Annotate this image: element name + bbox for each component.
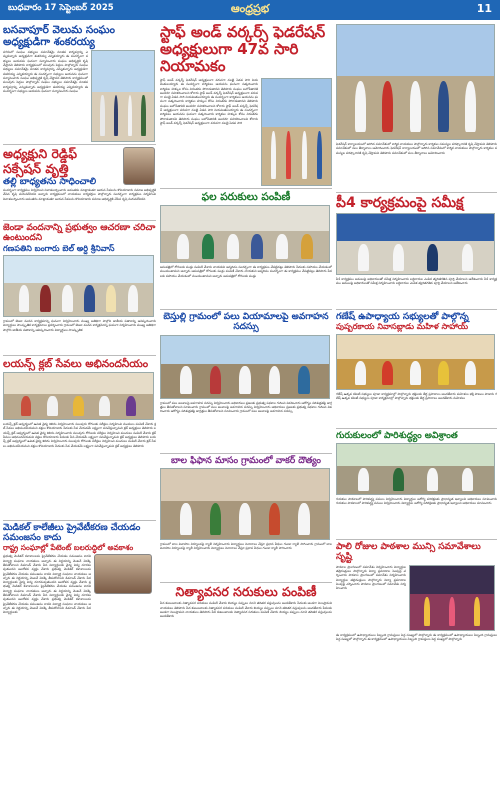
article-subheadline: రాష్ట్ర సంఘాల్లో పేటెంట్ బలరుద్ధిలో అవకాశం xyxy=(3,542,134,552)
article-headline: అధ్యక్షుని రెడ్డిఫ్ సక్సేషన్ వృత్తి xyxy=(3,146,77,176)
person-portrait xyxy=(94,554,152,594)
article-body: గురుకుల పాఠశాలలో పారిశుద్ధ్య పనులు నిర్వహించారు విద్యార్థుల ఆరోగ్య పరిరక్షణకు ప్రాధాన్యత ఇవ్వాలని అధికారులు సూచించారు గురుకుల పాఠశాలలో పారిశుద్ధ్య పనులు నిర్వహించారు విద్యార్థుల ఆరోగ్య పరిరక్షణకు ప్రాధాన్యత ఇవ్వాలని అధికారులు సూచించారు xyxy=(336,496,497,506)
article-body: స్టాఫ్ అండ్ వర్కర్స్ ఫెడరేషన్ అధ్యక్షులుగా వరుసగా నలభై ఏడవ సారి నియమితులయ్యారు ఈ సందర్భంగా కార్మికులు ఆయనను ఘనంగా సత్కరించారు కార్మికుల హక్కుల కోసం నిరంతరం పోరాడుతానని తెలిపారు సంఘం బలోపేతానికి అందరూ సహకరించాలని కోరారు స్టాఫ్ అండ్ వర్కర్స్ ఫెడరేషన్ అధ్యక్షులుగా వరుసగా నలభై ఏడవ సారి నియమితులయ్యారు ఈ సందర్భంగా కార్మికులు ఆయనను ఘనంగా సత్కరించారు కార్మికుల హక్కుల కోసం నిరంతరం పోరాడుతానని తెలిపారు సంఘం బలోపేతానికి అందరూ సహకరించాలని కోరారు స్టాఫ్ అండ్ వర్కర్స్ ఫెడరేషన్ అధ్యక్షులుగా వరుసగా నలభై ఏడవ సారి నియమితులయ్యారు ఈ సందర్భంగా కార్మికులు ఆయనను ఘనంగా సత్కరించారు కార్మికుల హక్కుల కోసం నిరంతరం పోరాడుతానని తెలిపారు సంఘం బలోపేతానికి అందరూ సహకరించాలని కోరారు స్టాఫ్ అండ్ వర్కర్స్ ఫెడరేషన్ అధ్యక్షులుగా వరుసగా నలభై ఏడవ సారి xyxy=(160,78,258,125)
right-column xyxy=(336,24,497,788)
article-subheadline: గణపతిని బంగారు బెల్ అర్ది శ్రీనివాస్ xyxy=(3,243,115,253)
news-photo xyxy=(336,24,495,140)
article-headline: జెండా వందనాన్ని ప్రభుత్వం ఆచరణా చరిచా ఉంటుందని xyxy=(3,223,156,244)
article-body: పీ4 కార్యక్రమం అమలుపై అధికారులతో సమీక్ష నిర్వహించారు లబ్ధిదారుల ఎంపిక త్వరితగతిన పూర్తి చేయాలని ఆదేశించారు పీ4 కార్యక్రమం అమలుపై అధికారులతో సమీక్ష నిర్వహించారు లబ్ధిదారుల ఎంపిక త్వరితగతిన పూర్తి చేయాలని ఆదేశించారు xyxy=(336,277,497,286)
news-photo xyxy=(3,255,154,317)
news-photo xyxy=(91,50,155,142)
article-headline: ఫల పరుకులు పంపిణీ xyxy=(201,191,291,203)
article-subheadline: పుష్పరకాయ నివాసబ్లాడు మహిళ సాహాయ్ xyxy=(336,322,469,332)
middle-column xyxy=(160,24,332,788)
page-header-bar xyxy=(0,0,500,20)
article-body: ఆసుపత్రిలో రోగులకు పండ్లు పంపిణీ చేశారు నాయకుని జన్మదినం సందర్భంగా ఈ కార్యక్రమం చేపట్టినట్లు తెలిపారు పేదలకు సహాయం చేయడంలో ముందుంటామని అన్నారు ఆసుపత్రిలో రోగులకు పండ్లు పంపిణీ చేశారు నాయకుని జన్మదినం సందర్భంగా ఈ కార్యక్రమం చేపట్టినట్లు తెలిపారు పేదలకు సహాయం చేయడంలో ముందుంటామని అన్నారు ఆసుపత్రిలో రోగులకు పండ్లు xyxy=(160,265,332,278)
article-subheadline: తల్లి బాధ్యతను సాధించాలి xyxy=(3,176,97,187)
article-headline: పాలి రోజుల పాఠశాల మున్సి సమావేశాలు సృష్టి xyxy=(336,541,481,563)
person-portrait xyxy=(123,147,155,185)
article-body: గ్రామంలో బాల వివాహాల నిర్మూలనపై ర్యాలీ నిర్వహించారు విద్యార్థులు నినాదాలు చేస్తూ ప్రధాన వీధుల గుండా ర్యాలీ సాగించారు గ్రామంలో బాల వివాహాల నిర్మూలనపై ర్యాలీ నిర్వహించారు విద్యార్థులు నినాదాలు చేస్తూ ప్రధాన వీధుల గుండా ర్యాలీ సాగించారు xyxy=(160,542,332,551)
article-headline: బాల ఫిఫాన మాసం గ్రామంలో వాకర్ దౌత్యం xyxy=(171,455,321,466)
newspaper-name: ఆంధ్రప్రభ xyxy=(230,2,270,15)
news-photo xyxy=(336,443,495,495)
news-photo xyxy=(336,334,495,390)
article-body: పేద కుటుంబాలకు నిత్యావసర సరుకులు పంపిణీ చేశారు బియ్యం పప్పులు నూనె తదితర వస్తువులను అందజేశారు పేదలకు అండగా నిలుస్తామని నాయకులు తెలిపారు పేద కుటుంబాలకు నిత్యావసర సరుకులు పంపిణీ చేశారు బియ్యం పప్పులు నూనె తదితర వస్తువులను అందజేశారు పేదలకు అండగా నిలుస్తామని నాయకులు తెలిపారు పేద కుటుంబాలకు నిత్యావసర సరుకులు పంపిణీ చేశారు బియ్యం పప్పులు నూనె తదితర వస్తువులను అందజేశారు xyxy=(160,601,332,619)
news-photo xyxy=(160,468,330,540)
news-photo xyxy=(3,372,154,420)
news-photo xyxy=(336,213,495,275)
left-column xyxy=(3,24,156,788)
news-photo xyxy=(160,205,330,263)
lead-headline: స్టాఫ్ అండ్ వర్కర్స్ ఫెడరేషన్ అధ్యక్షులుగా 47వ సారి నియామకం xyxy=(160,24,326,75)
page-number: 11 xyxy=(476,2,492,15)
article-headline: బెస్తుల్లి గ్రామంలో పలు వియామాలపై అవగాహన సదస్సు xyxy=(163,312,329,333)
article-headline: గణేష్ ఉపాధ్యాయ సభ్యులతో పాల్గొన్న xyxy=(336,312,469,323)
article-headline: నిత్యావసర సరుకులు పంపిణీ xyxy=(175,584,317,600)
article-body: గ్రామంలో జెండా వందన కార్యక్రమాన్ని ఘనంగా నిర్వహించారు ముఖ్య అతిథిగా పాల్గొని జాతీయ పతాకాన్ని ఆవిష్కరించారు విద్యార్థులు సాంస్కృతిక కార్యక్రమాలు ప్రదర్శించారు గ్రామంలో జెండా వందన కార్యక్రమాన్ని ఘనంగా నిర్వహించారు ముఖ్య అతిథిగా పాల్గొని జాతీయ పతాకాన్ని ఆవిష్కరించారు విద్యార్థులు సాంస్కృతిక xyxy=(3,319,156,332)
article-body: నగరంలో సంఘం సభ్యులు సమావేశమై నూతన కార్యవర్గాన్ని ఎన్నుకున్నారు అధ్యక్షుడిగా శంకరయ్య ఎన్నికయ్యారు ఈ సందర్భంగా సభ్యులు ఆయనను ఘనంగా సన్మానించారు సంఘం అభివృద్ధికి కృషి చేస్తానని తెలిపారు కార్యక్రమంలో పలువురు పెద్దలు పాల్గొన్నారు సంఘం సభ్యులు సమావేశమై నూతన కార్యవర్గాన్ని ఎన్నుకున్నారు అధ్యక్షుడిగా శంకరయ్య ఎన్నికయ్యారు ఈ సందర్భంగా సభ్యులు ఆయనను ఘనంగా సన్మానించారు సంఘం అభివృద్ధికి కృషి చేస్తానని తెలిపారు కార్యక్రమంలో పలువురు పెద్దలు పాల్గొన్నారు సంఘం సభ్యులు సమావేశమై నూతన కార్యవర్గాన్ని ఎన్నుకున్నారు అధ్యక్షుడిగా శంకరయ్య ఎన్నికయ్యారు ఈ సందర్భంగా సభ్యులు ఆయనను ఘనంగా సన్మానించారు సంఘం xyxy=(3,50,88,93)
article-body: సందర్భంగా కార్యక్రమం నిర్వహించి నివాళులర్పించారు అనంతరం మాట్లాడుతూ ఆయన సేవలను కొనియాడారు సమాజ అభివృద్ధికి చేసిన కృషి మరువలేనిదని అన్నారు కార్యక్రమంలో నాయకులు కార్యకర్తలు పాల్గొన్నారు సందర్భంగా కార్యక్రమం నిర్వహించి నివాళులర్పించారు అనంతరం మాట్లాడుతూ ఆయన సేవలను కొనియాడారు సమాజ అభివృద్ధికి చేసిన కృషి మరువలేనిదని xyxy=(3,188,156,201)
article-body: గణేష్ ఉత్సవ కమిటీ సభ్యులు పూజా కార్యక్రమాల్లో పాల్గొన్నారు భక్తులకు తీర్థ ప్రసాదాలు అందజేశారు మహిళలు భక్తి పాటలు పాడారు గణేష్ ఉత్సవ కమిటీ సభ్యులు పూజా కార్యక్రమాల్లో పాల్గొన్నారు భక్తులకు తీర్థ ప్రసాదాలు అందజేశారు మహిళలు xyxy=(336,391,497,400)
article-body: ఫెడరేషన్ కార్యాలయంలో జరిగిన సమావేశంలో కార్మిక నాయకులు పాల్గొన్నారు కార్మికుల సమస్యల పరిష్కారానికి కృషి చేస్తామని తెలిపారు సమావేశంలో పలు తీర్మానాలు ఆమోదించారు ఫెడరేషన్ కార్యాలయంలో జరిగిన సమావేశంలో కార్మిక నాయకులు పాల్గొన్నారు కార్మికుల సమస్యల పరిష్కారానికి కృషి చేస్తామని తెలిపారు సమావేశంలో పలు తీర్మానాలు ఆమోదించారు xyxy=(336,142,497,155)
article-headline: బసవాపూర్ వెలుమ సంఘం అధ్యక్షుడిగా శంకరయ్య xyxy=(3,24,115,49)
issue-date: బుధవారం 17 సెప్టెంబర్ 2025 xyxy=(8,3,114,13)
article-headline: లయన్స్ క్లబ్ సేవలు అభినందనీయం xyxy=(3,358,149,370)
news-photo xyxy=(409,565,495,631)
article-headline: మెడికల్ కాలేజీలు ప్రైవేటీకరణ చేయడం సమంజసం కాదు xyxy=(3,523,141,544)
article-headline: గురుకులంలో పారిశుద్ధ్యం అవిశ్రాంత xyxy=(336,430,458,441)
article-body: ఈ కార్యక్రమంలో ఉపాధ్యాయులు సిబ్బంది గ్రామస్తులు పెద్ద సంఖ్యలో పాల్గొన్నారు ఈ కార్యక్రమంలో ఉపాధ్యాయులు సిబ్బంది గ్రామస్తులు పెద్ద సంఖ్యలో పాల్గొన్నారు ఈ కార్యక్రమంలో ఉపాధ్యాయులు సిబ్బంది గ్రామస్తులు పెద్ద సంఖ్యలో పాల్గొన్నారు xyxy=(336,632,497,641)
article-body: పాఠశాల ప్రాంగణంలో సమావేశం నిర్వహించారు విద్యార్థుల తల్లిదండ్రులు పాల్గొన్నారు విద్యా ప్రమాణాల పెంపుపై చర్చించారు పాఠశాల ప్రాంగణంలో సమావేశం నిర్వహించారు విద్యార్థుల తల్లిదండ్రులు పాల్గొన్నారు విద్యా ప్రమాణాల పెంపుపై చర్చించారు పాఠశాల ప్రాంగణంలో సమావేశం నిర్వహించారు xyxy=(336,564,406,591)
news-photo xyxy=(160,335,330,399)
article-body: ప్రభుత్వ మెడికల్ కళాశాలలను ప్రైవేటీకరణ చేయడం సమంజసం కాదని విద్యార్థి సంఘాల నాయకులు అన్నారు ఈ నిర్ణయాన్ని వెంటనే వెనక్కి తీసుకోవాలని డిమాండ్ చేశారు పేద విద్యార్థులకు వైద్య విద్య దూరమవుతుందని ఆందోళన వ్యక్తం చేశారు ప్రభుత్వ మెడికల్ కళాశాలలను ప్రైవేటీకరణ చేయడం సమంజసం కాదని విద్యార్థి సంఘాల నాయకులు అన్నారు ఈ నిర్ణయాన్ని వెంటనే వెనక్కి తీసుకోవాలని డిమాండ్ చేశారు పేద విద్యార్థులకు వైద్య విద్య దూరమవుతుందని ఆందోళన వ్యక్తం చేశారు ప్రభుత్వ మెడికల్ కళాశాలలను ప్రైవేటీకరణ చేయడం సమంజసం కాదని విద్యార్థి సంఘాల నాయకులు అన్నారు ఈ నిర్ణయాన్ని వెంటనే వెనక్కి తీసుకోవాలని డిమాండ్ చేశారు పేద విద్యార్థులకు వైద్య విద్య దూరమవుతుందని ఆందోళన వ్యక్తం చేశారు ప్రభుత్వ మెడికల్ కళాశాలలను ప్రైవేటీకరణ చేయడం సమంజసం కాదని విద్యార్థి సంఘాల నాయకులు అన్నారు ఈ నిర్ణయాన్ని వెంటనే వెనక్కి తీసుకోవాలని డిమాండ్ చేశారు పేద విద్యార్థులకు xyxy=(3,554,91,615)
news-photo xyxy=(261,78,332,186)
article-body: గ్రామంలో పలు అంశాలపై అవగాహన సదస్సు నిర్వహించారు అధికారులు ప్రజలకు ప్రభుత్వ పథకాల గురించి వివరించారు ఆరోగ్యం పరిశుభ్రతపై జాగ్రత్తలు తీసుకోవాలని సూచించారు గ్రామంలో పలు అంశాలపై అవగాహన సదస్సు నిర్వహించారు అధికారులు ప్రజలకు ప్రభుత్వ పథకాల గురించి వివరించారు ఆరోగ్యం పరిశుభ్రతపై జాగ్రత్తలు తీసుకోవాలని సూచించారు గ్రామంలో పలు అంశాలపై అవగాహన సదస్సు xyxy=(160,400,332,414)
article-body: లయన్స్ క్లబ్ ఆధ్వర్యంలో ఉచిత వైద్య శిబిరం నిర్వహించారు పలువురు రోగులకు పరీక్షలు నిర్వహించి మందులు పంపిణీ చేశారు క్లబ్ సేవలు అభినందనీయమని వక్తలు కొనియాడారు పేదలకు సేవ చేయడమే లక్ష్యంగా పనిచేస్తున్నామని క్లబ్ అధ్యక్షులు తెలిపారు లయన్స్ క్లబ్ ఆధ్వర్యంలో ఉచిత వైద్య శిబిరం నిర్వహించారు పలువురు రోగులకు పరీక్షలు నిర్వహించి మందులు పంపిణీ చేశారు క్లబ్ సేవలు అభినందనీయమని వక్తలు కొనియాడారు పేదలకు సేవ చేయడమే లక్ష్యంగా పనిచేస్తున్నామని క్లబ్ అధ్యక్షులు తెలిపారు లయన్స్ క్లబ్ ఆధ్వర్యంలో ఉచిత వైద్య శిబిరం నిర్వహించారు పలువురు రోగులకు పరీక్షలు నిర్వహించి మందులు పంపిణీ చేశారు క్లబ్ సేవలు అభినందనీయమని వక్తలు కొనియాడారు పేదలకు సేవ చేయడమే లక్ష్యంగా పనిచేస్తున్నామని క్లబ్ అధ్యక్షులు తెలిపారు xyxy=(3,422,156,448)
article-headline: పీ4 కార్యక్రమంపై సమీక్ష xyxy=(336,195,464,211)
